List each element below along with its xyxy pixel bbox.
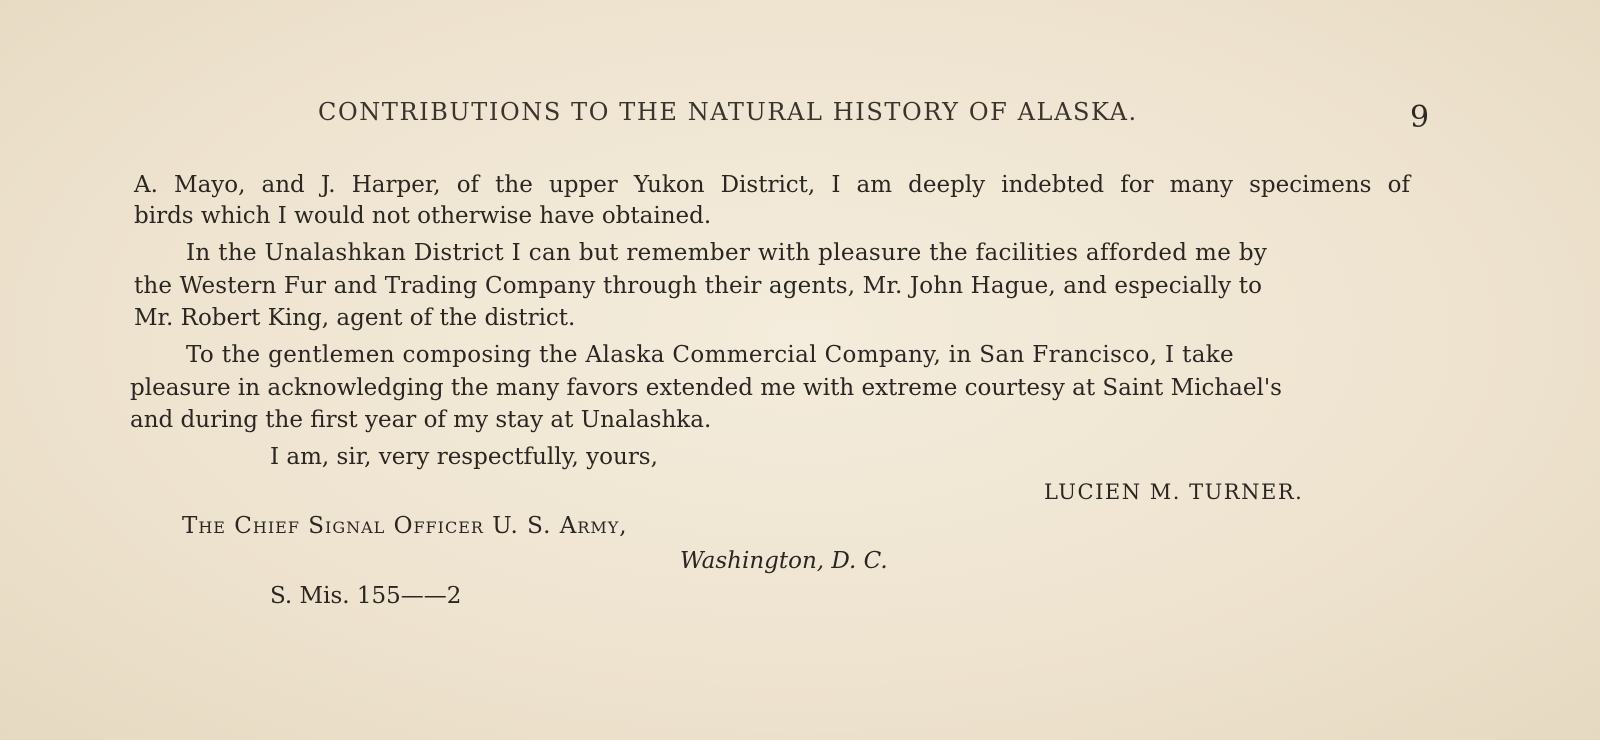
addressee-location: Washington, D. C. xyxy=(680,548,888,574)
word: the xyxy=(495,172,533,198)
addressee-title: The Chief Signal Officer U. S. Army, xyxy=(182,513,628,539)
body-line xyxy=(134,172,1410,198)
word: Mayo, xyxy=(174,172,246,198)
word: specimens xyxy=(1249,172,1372,198)
word: am xyxy=(856,172,893,198)
running-header: CONTRIBUTIONS TO THE NATURAL HISTORY OF ALASKA. xyxy=(318,98,1138,126)
word: I xyxy=(831,172,841,198)
body-line: To the gentlemen composing the Alaska Commercial Company, in San Francisco, I take xyxy=(186,342,1235,368)
body-line: the Western Fur and Trading Company through their agents, Mr. John Hague, and especially to xyxy=(134,273,1263,299)
body-line: birds which I would not otherwise have obtained. xyxy=(134,203,712,229)
body-line: In the Unalashkan District I can but remember with pleasure the facilities afforded me by xyxy=(186,240,1268,266)
word: for xyxy=(1120,172,1154,198)
body-line: Mr. Robert King, agent of the district. xyxy=(134,305,576,331)
signature: LUCIEN M. TURNER. xyxy=(1044,480,1304,504)
word: deeply xyxy=(908,172,986,198)
word: District, xyxy=(720,172,816,198)
word: J. xyxy=(320,172,336,198)
word: of xyxy=(1387,172,1410,198)
body-line: and during the first year of my stay at Unalashka. xyxy=(130,407,712,433)
word: A. xyxy=(134,172,158,198)
page-number: 9 xyxy=(1410,100,1430,135)
footer-signature-mark: S. Mis. 155——2 xyxy=(270,583,462,609)
word: Yukon xyxy=(633,172,705,198)
word: of xyxy=(456,172,480,198)
word: Harper, xyxy=(351,172,441,198)
word: many xyxy=(1169,172,1233,198)
word: indebted xyxy=(1001,172,1105,198)
body-line: pleasure in acknowledging the many favors extended me with extreme courtesy at Saint Michael's xyxy=(130,375,1282,401)
closing-line: I am, sir, very respectfully, yours, xyxy=(270,444,658,470)
word: and xyxy=(261,172,305,198)
word: upper xyxy=(548,172,618,198)
